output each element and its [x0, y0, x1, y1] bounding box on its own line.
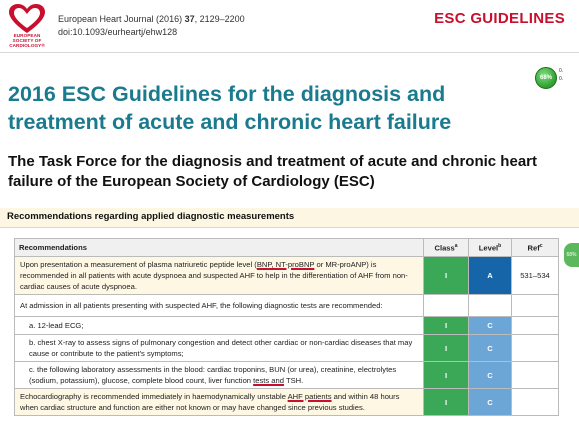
- table-row: [15, 257, 559, 295]
- journal-line: [58, 13, 245, 26]
- recommendation-cell: [15, 362, 424, 389]
- table-row: [15, 295, 559, 317]
- header-level: [469, 239, 512, 257]
- header-ref-label: Ref: [527, 243, 540, 253]
- rec-text: Echocardiography is recommended immediately in haemodynamically unstable: [20, 392, 288, 401]
- recommendation-cell: At admission in all patients presenting with suspected AHF, the following diagnostic tests are recommended:: [15, 295, 424, 317]
- table-row: [15, 335, 559, 362]
- recommendation-cell: a. 12-lead ECG;: [15, 317, 424, 335]
- level-cell: C: [469, 389, 512, 416]
- table-row: [15, 362, 559, 389]
- ref-cell-empty: [512, 295, 559, 317]
- level-cell-empty: [469, 295, 512, 317]
- header-recommendations: Recommendations: [15, 239, 424, 257]
- recommendations-table: [14, 238, 559, 416]
- class-cell: I: [424, 257, 469, 295]
- rec-text: Upon presentation a measurement of plasma natriuretic peptide level (: [20, 260, 257, 269]
- rec-underlined: BNP, NT-proBNP: [256, 260, 315, 269]
- header-level-label: Level: [478, 243, 499, 253]
- class-cell: I: [424, 389, 469, 416]
- widget-row: 0.: [559, 76, 564, 82]
- ref-cell-empty: [512, 362, 559, 389]
- journal-pages: , 2129–2200: [194, 14, 245, 24]
- class-cell: I: [424, 362, 469, 389]
- side-percent-tag[interactable]: 68%: [564, 243, 579, 267]
- sub-title: The Task Force for the diagnosis and treatment of acute and chronic heart failure of the European Society of Cardiology (ESC): [8, 153, 537, 190]
- heart-logo-icon: [6, 2, 48, 36]
- ref-cell-empty: [512, 317, 559, 335]
- widget-rows: [559, 67, 563, 83]
- header-divider: [0, 52, 579, 53]
- progress-circle-icon[interactable]: 68%: [535, 67, 557, 89]
- rec-text: or MR-proANP) is recommended in all patients with acute dyspnoea and suspected AHF to help in the differentiation of AHF from non-cardiac causes of acute dyspnoea.: [20, 260, 408, 291]
- header-class: [424, 239, 469, 257]
- header-ref-sup: c: [539, 243, 543, 250]
- rec-underlined: tests and: [253, 376, 284, 385]
- class-cell: I: [424, 335, 469, 362]
- ref-cell: 531–534: [512, 257, 559, 295]
- recommendations-table-wrap: [14, 238, 559, 416]
- logo-text: [3, 33, 51, 48]
- logo-line: SOCIETY OF: [12, 38, 42, 43]
- table-header-row: [15, 239, 559, 257]
- class-cell-empty: [424, 295, 469, 317]
- overlay-widget[interactable]: [535, 67, 579, 87]
- widget-row: 0.: [559, 68, 564, 74]
- page-header: [0, 0, 579, 52]
- header-class-label: Class: [434, 243, 455, 253]
- header-ref: [512, 239, 559, 257]
- main-title: 2016 ESC Guidelines for the diagnosis and treatment of acute and chronic heart failure: [8, 82, 452, 134]
- level-cell: C: [469, 317, 512, 335]
- level-cell: A: [469, 257, 512, 295]
- class-cell: I: [424, 317, 469, 335]
- header-level-sup: b: [498, 243, 502, 250]
- rec-text: c. the following laboratory assessments in the blood: cardiac troponins, BUN (or urea), creatinine, electrolytes (sodium, potassium), glucose, complete blood count, liver function: [29, 365, 397, 385]
- recommendation-cell: [15, 389, 424, 416]
- ref-cell-empty: [512, 389, 559, 416]
- ref-cell-empty: [512, 335, 559, 362]
- recommendation-cell: b. chest X-ray to assess signs of pulmonary congestion and detect other cardiac or non-cardiac diseases that may cause or contribute to the patient's symptoms;: [15, 335, 424, 362]
- recommendation-cell: [15, 257, 424, 295]
- rec-text: and within 48 hours when cardiac structure and function are either not known or may have changed since previous studies.: [20, 392, 400, 412]
- header-class-sup: a: [454, 243, 458, 250]
- journal-doi: doi:10.1093/eurheartj/ehw128: [58, 27, 178, 37]
- esc-guidelines-title: ESC GUIDELINES: [434, 10, 565, 27]
- logo-line: EUROPEAN: [13, 33, 41, 38]
- section-bar: [0, 208, 579, 228]
- journal-name: European Heart Journal (2016): [58, 14, 185, 24]
- level-cell: C: [469, 335, 512, 362]
- rec-text: TSH.: [283, 376, 304, 385]
- journal-volume: 37: [184, 14, 195, 24]
- section-title: Recommendations regarding applied diagnostic measurements: [7, 211, 295, 222]
- level-cell: C: [469, 362, 512, 389]
- logo-line: CARDIOLOGY®: [9, 43, 45, 48]
- rec-underlined: AHF patients: [287, 392, 332, 401]
- table-row: [15, 389, 559, 416]
- journal-citation: [58, 13, 245, 39]
- table-row: [15, 317, 559, 335]
